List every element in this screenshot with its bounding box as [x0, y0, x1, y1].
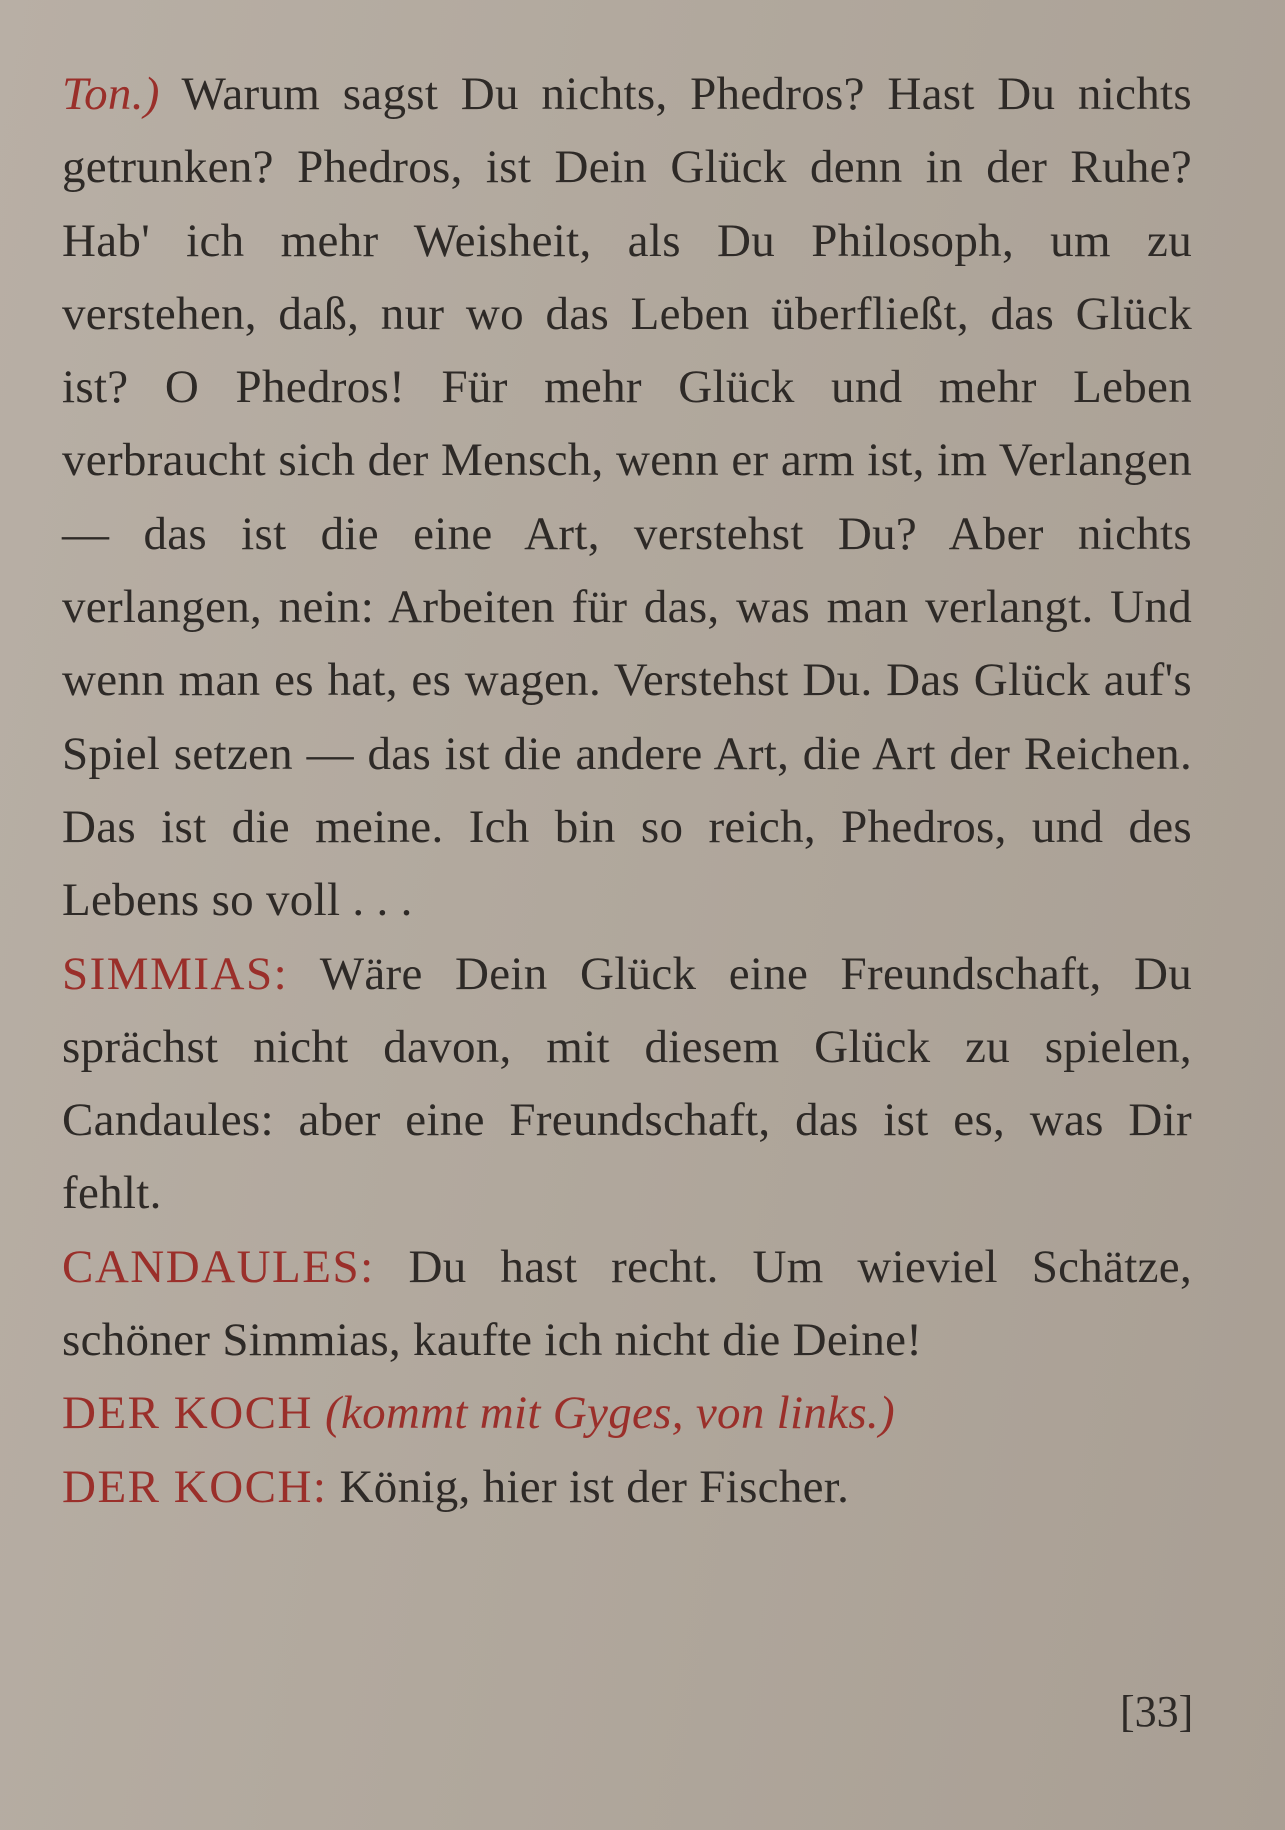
- speaker-label: DER KOCH: [62, 1387, 313, 1440]
- speaker-label: SIMMIAS:: [62, 947, 289, 1000]
- paragraph-text: Wäre Dein Glück eine Freundschaft, Du sprächst nicht davon, mit diesem Glück zu spielen, Candaules: aber eine Freundschaft, das ist es, was Dir fehlt.: [62, 947, 1192, 1220]
- paragraph-koch: [62, 1451, 1192, 1524]
- page-number: [33]: [1120, 1687, 1194, 1736]
- stage-direction: (kommt mit Gyges, von links.): [312, 1387, 895, 1440]
- speaker-label: DER KOCH:: [62, 1460, 328, 1513]
- paragraph-text: König, hier ist der Fischer.: [327, 1460, 850, 1513]
- stage-direction-end: Ton.): [62, 68, 160, 120]
- page-text: [62, 58, 1192, 1524]
- speaker-label: CANDAULES:: [62, 1240, 375, 1293]
- paragraph-text: Warum sagst Du nichts, Phedros? Hast Du nichts getrunken? Phedros, ist Dein Glück denn in der Ruhe? Hab' ich mehr Weisheit, als Du Philosoph, um zu verstehen, daß, nur wo das Leben überfließt, das Glück ist? O Phedros! Für mehr Glück und mehr Leben verbraucht sich der Mensch, wenn er arm ist, im Verlangen — das ist die eine Art, verstehst Du? Aber nichts verlangen, nein: Arbeiten für das, was man verlangt. Und wenn man es hat, es wagen. Verstehst Du. Das Glück auf's Spiel setzen — das ist die andere Art, die Art der Reichen. Das ist die meine. Ich bin so reich, Phedros, und des Lebens so voll . . .: [62, 68, 1192, 927]
- paragraph-simmias: [62, 938, 1192, 1231]
- paragraph-candaules: [62, 1231, 1192, 1378]
- paragraph-text: Du hast recht. Um wieviel Schätze, schöner Simmias, kaufte ich nicht die Deine!: [62, 1240, 1192, 1367]
- paragraph-koch-direction: [62, 1377, 1192, 1450]
- paragraph-candaules-speech: [62, 58, 1192, 938]
